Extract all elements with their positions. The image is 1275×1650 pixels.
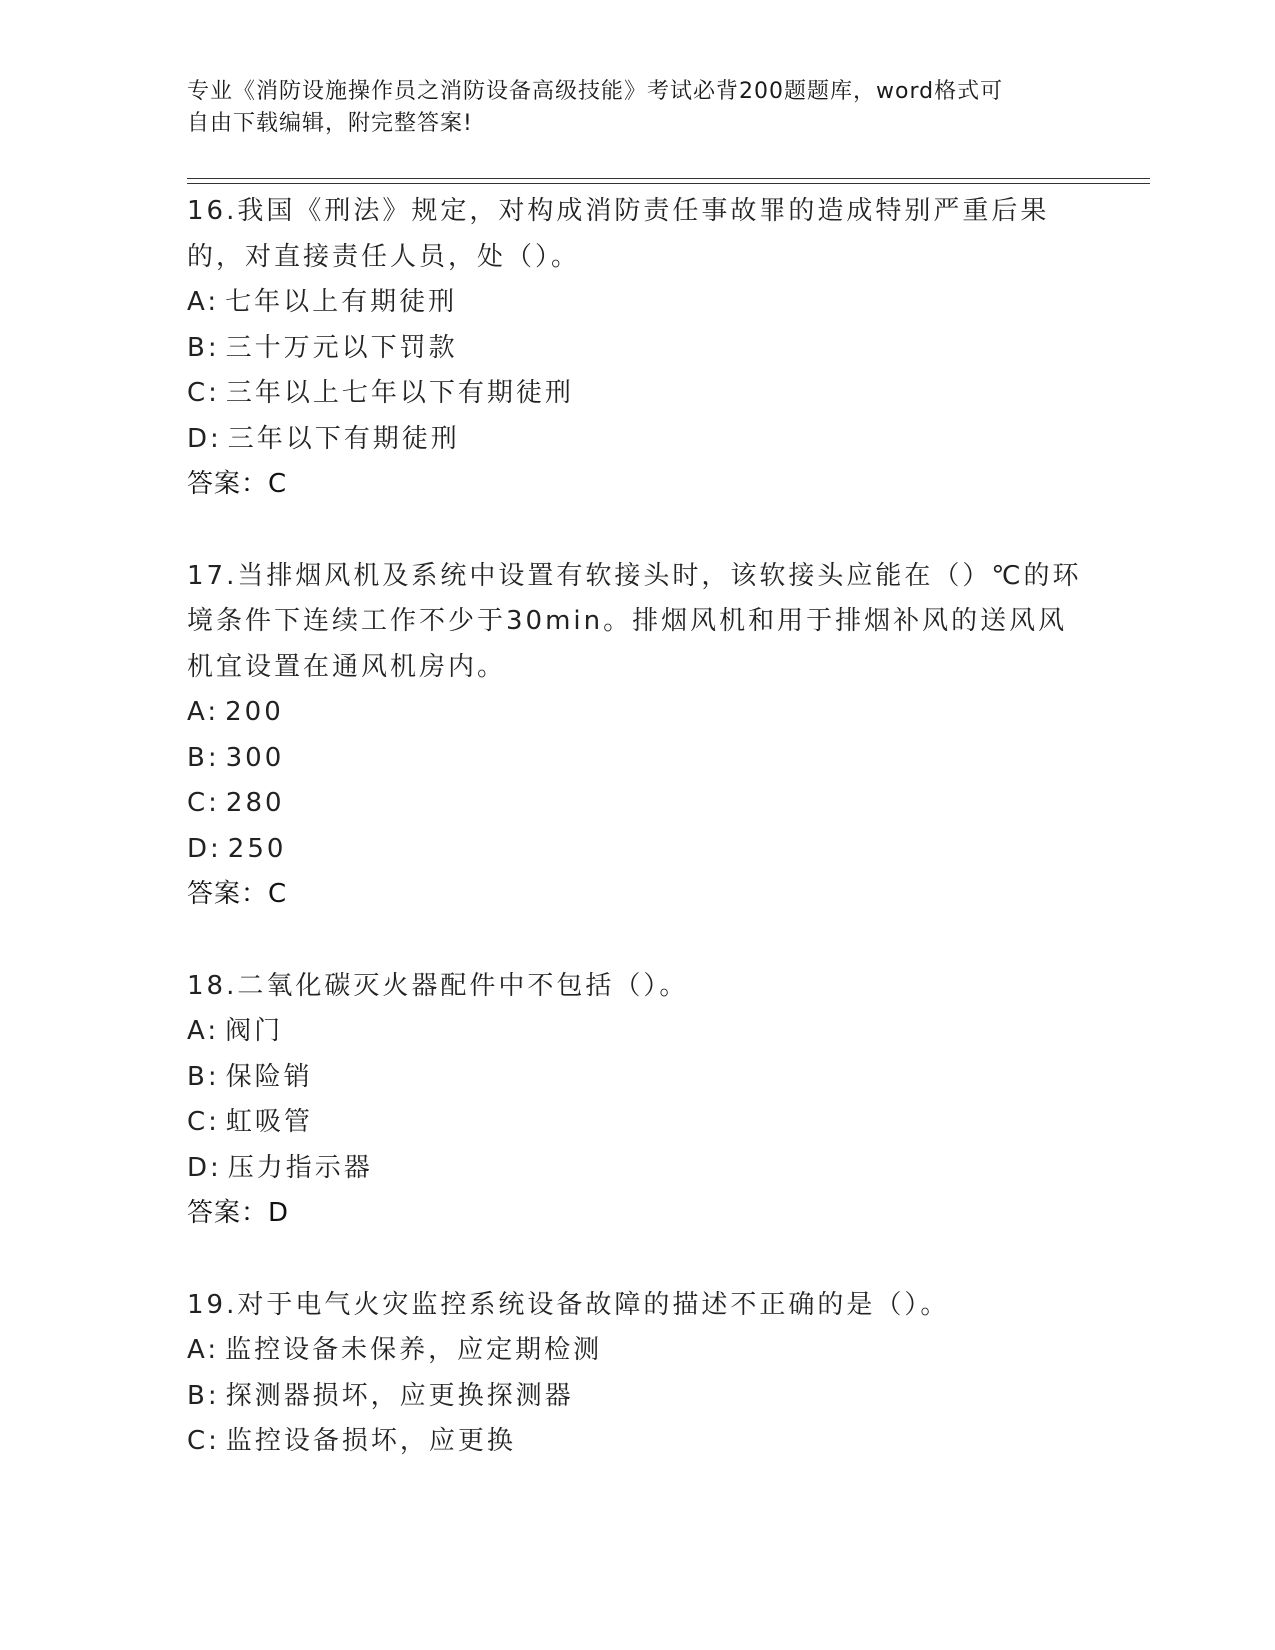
header-line-1: 专业《消防设施操作员之消防设备高级技能》考试必背200题题库，word格式可: [187, 79, 1004, 104]
option-a: A: 阀门: [187, 1016, 284, 1046]
option-text: 虹吸管: [225, 1107, 313, 1137]
option-key: A: [187, 1016, 208, 1046]
option-key: D: [187, 1152, 211, 1183]
option-text: 三十万元以下罚款: [225, 332, 458, 363]
option-text: 探测器损坏，应更换探测器: [225, 1380, 574, 1411]
option-key: B: [187, 1061, 208, 1092]
option-text: 阀门: [225, 1016, 284, 1046]
document-header: [187, 76, 1087, 140]
option-text: 压力指示器: [227, 1152, 373, 1183]
option-d: D: 250: [187, 833, 287, 864]
option-key: C: [187, 1426, 209, 1456]
option-text: 280: [225, 788, 285, 818]
option-key: C: [187, 788, 209, 818]
answer-value: C: [268, 879, 288, 909]
answer-line: [187, 872, 1087, 918]
option-a: A: 监控设备未保养，应定期检测: [187, 1335, 603, 1365]
answer-label: 答案：: [187, 879, 269, 909]
option-key: C: [187, 378, 209, 408]
option-key: B: [187, 742, 208, 773]
option-d: D: 三年以下有期徒刑: [187, 423, 460, 454]
answer-label: 答案：: [187, 469, 269, 499]
question-18: [187, 964, 1087, 1237]
option-key: A: [187, 287, 208, 317]
option-key: A: [187, 697, 208, 727]
option-text: 三年以上七年以下有期徒刑: [225, 378, 574, 408]
option-text: 监控设备损坏，应更换: [225, 1426, 516, 1456]
option-b: B: 三十万元以下罚款: [187, 332, 458, 363]
question-stem: 17.当排烟风机及系统中设置有软接头时，该软接头应能在（）℃的环境条件下连续工作不少于30min。排烟风机和用于排烟补风的送风风机宜设置在通风机房内。: [187, 560, 1082, 682]
option-text: 保险销: [225, 1061, 313, 1092]
question-stem: 18.二氧化碳灭火器配件中不包括（）。: [187, 970, 689, 1001]
header-divider-top: [187, 178, 1150, 179]
answer-line: [187, 462, 1087, 508]
option-text: 监控设备未保养，应定期检测: [225, 1335, 603, 1365]
question-19: [187, 1283, 1087, 1465]
option-b: B: 探测器损坏，应更换探测器: [187, 1380, 574, 1411]
option-a: A: 七年以上有期徒刑: [187, 287, 458, 317]
option-key: B: [187, 1380, 208, 1411]
option-b: B: 300: [187, 742, 285, 773]
option-key: B: [187, 332, 208, 363]
option-c: C: 监控设备损坏，应更换: [187, 1426, 516, 1456]
question-16: [187, 189, 1087, 508]
option-key: D: [187, 423, 211, 454]
option-text: 七年以上有期徒刑: [225, 287, 458, 317]
header-line-2: 自由下载编辑，附完整答案!: [187, 111, 473, 136]
option-c: C: 虹吸管: [187, 1107, 313, 1137]
answer-value: D: [268, 1198, 290, 1228]
option-a: A: 200: [187, 697, 284, 727]
option-c: C: 280: [187, 788, 285, 818]
option-text: 200: [225, 697, 284, 727]
question-stem: 19.对于电气火灾监控系统设备故障的描述不正确的是（）。: [187, 1289, 950, 1320]
option-key: A: [187, 1335, 208, 1365]
option-text: 250: [227, 833, 287, 864]
question-stem: 16.我国《刑法》规定，对构成消防责任事故罪的造成特别严重后果的，对直接责任人员，处（）。: [187, 196, 1050, 272]
answer-line: [187, 1191, 1087, 1237]
option-text: 三年以下有期徒刑: [227, 423, 460, 454]
option-text: 300: [225, 742, 285, 773]
option-key: C: [187, 1107, 209, 1137]
header-divider-bottom: [187, 183, 1150, 184]
answer-value: C: [268, 469, 288, 499]
option-c: C: 三年以上七年以下有期徒刑: [187, 378, 574, 408]
question-list: [187, 189, 1087, 1511]
question-17: [187, 554, 1087, 918]
option-key: D: [187, 833, 211, 864]
option-b: B: 保险销: [187, 1061, 313, 1092]
option-d: D: 压力指示器: [187, 1152, 373, 1183]
answer-label: 答案：: [187, 1198, 269, 1228]
